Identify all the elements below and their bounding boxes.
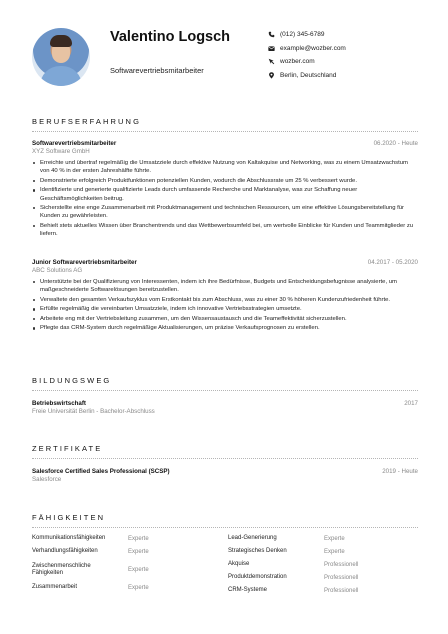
education-section-header [32,376,418,391]
resume-header [0,0,448,110]
list-item: Pflegte das CRM-System durch regelmäßige Aktualisierungen, um präzise Verkaufsprognosen zu erstellen. [32,324,418,332]
entry-issuer: Salesforce [32,476,62,483]
experience-entry-2 [32,259,418,334]
skill-row [228,558,408,571]
section-title-education: BILDUNGSWEG [32,376,112,385]
skill-level: Professionell [324,574,359,581]
skill-name: Akquise [228,560,250,567]
skill-row [32,582,212,594]
section-divider [32,458,418,459]
contact-list [268,28,438,82]
contact-location [268,69,438,83]
skill-name: Zwischenmenschliche Fähigkeiten [32,562,91,576]
skill-row [32,558,212,582]
contact-website[interactable] [268,55,438,69]
education-entry [32,400,418,416]
skill-name: Strategisches Denken [228,547,287,554]
skill-name: Kommunikationsfähigkeiten [32,534,106,541]
profile-photo [32,28,90,86]
mail-icon [268,45,280,52]
skill-row [32,545,212,558]
skill-name: Verhandlungsfähigkeiten [32,547,98,554]
list-item: Erfüllte regelmäßig die vereinbarten Umsatzziele, indem ich innovative Vertriebsstrategien umsetzte. [32,305,418,313]
certificates-section-header [32,444,418,459]
section-divider [32,527,418,528]
skill-level: Experte [128,548,149,555]
skill-level: Experte [324,548,345,555]
entry-date: 04.2017 - 05.2020 [367,259,418,266]
skill-row [228,584,408,597]
list-item: Identifizierte und generierte qualifizierte Leads durch umfassende Recherche und Marktanalyse, was zur Schaffung neuer Geschäftsmöglichkeiten beitrug. [32,186,418,203]
skills-column-right [228,532,408,597]
skill-level: Experte [324,535,345,542]
phone-icon [268,31,280,38]
section-divider [32,131,418,132]
list-item: Unterstützte bei der Qualifizierung von Interessenten, indem ich ihre Bedürfnisse, Budgets und Entscheidungsbefugnisse analysierte, um maßgeschneiderte Softwarelösungen bereitzustellen. [32,278,418,295]
list-item: Verwaltete den gesamten Verkaufszyklus vom Erstkontakt bis zum Abschluss, was zu einer 30 % höheren Kundenzufriedenheit führte. [32,296,418,304]
entry-title: Salesforce Certified Sales Professional (SCSP) [32,468,170,475]
experience-section-header [32,117,418,132]
skill-level: Professionell [324,561,359,568]
location-pin-icon [268,72,280,79]
entry-title: Junior Softwarevertriebsmitarbeiter [32,259,137,266]
contact-email-text[interactable]: example@wozber.com [280,44,346,52]
entry-date: 06.2020 - Heute [373,140,418,147]
contact-website-text[interactable]: wozber.com [280,58,315,66]
entry-company: XYZ Software GmbH [32,148,90,155]
list-item: Erreichte und übertraf regelmäßig die Umsatzziele durch effektive Nutzung von Kaltakquise und Networking, was zu einem Umsatzwachstum von 40 % in der ersten Jahreshälfte führte. [32,159,418,176]
skills-section-header [32,513,418,528]
list-item: Demonstrierte erfolgreich Produktfunktionen potenziellen Kunden, wodurch die Abschlussrate um 25 % verbessert wurde. [32,177,418,185]
certificate-entry [32,468,418,484]
link-icon [268,58,280,65]
entry-date: 2017 [404,400,418,407]
contact-email[interactable] [268,42,438,56]
contact-location-text: Berlin, Deutschland [280,71,337,79]
skill-name: Zusammenarbeit [32,584,78,591]
section-title-experience: BERUFSERFAHRUNG [32,117,142,126]
skill-row [228,532,408,545]
skill-level: Experte [128,585,149,591]
skill-row [228,545,408,558]
skill-name: Produktdemonstration [228,573,287,580]
skill-level: Experte [128,567,149,573]
section-divider [32,390,418,391]
section-title-certificates: ZERTIFIKATE [32,444,103,453]
bullet-list [32,278,418,333]
list-item: Arbeitete eng mit der Vertriebsleitung zusammen, um den Wissensaustausch und die Teameffektivität sicherzustellen. [32,315,418,323]
entry-title: Softwarevertriebsmitarbeiter [32,140,117,147]
skill-row [228,571,408,584]
entry-date: 2019 - Heute [382,468,418,475]
entry-title: Betriebswirtschaft [32,400,86,407]
contact-phone [268,28,438,42]
skill-name: CRM-Systeme [228,586,268,593]
experience-entry-1 [32,140,418,240]
list-item: Behielt stets aktuelles Wissen über Branchentrends und das Wettbewerbsumfeld bei, um wertvolle Einblicke für Kunden und Teammitglieder zu liefern. [32,222,418,239]
entry-institution: Freie Universität Berlin - Bachelor-Abschluss [32,408,155,415]
skill-level: Professionell [324,587,359,594]
bullet-list [32,159,418,238]
section-title-skills: FÄHIGKEITEN [32,513,106,522]
entry-company: ABC Solutions AG [32,267,83,274]
skill-name: Lead-Generierung [228,534,277,541]
skill-level: Experte [128,535,149,542]
skill-row [32,532,212,545]
contact-phone-text: (012) 345-6789 [280,31,325,39]
job-title: Softwarevertriebsmitarbeiter [110,66,204,75]
person-name: Valentino Logsch [110,29,231,45]
skills-column-left [32,532,212,594]
list-item: Sicherstellte eine enge Zusammenarbeit mit Produktmanagement und technischen Ressourcen, um eine effektive Lösungsbereitstellung für Kunden zu gewährleisten. [32,204,418,221]
